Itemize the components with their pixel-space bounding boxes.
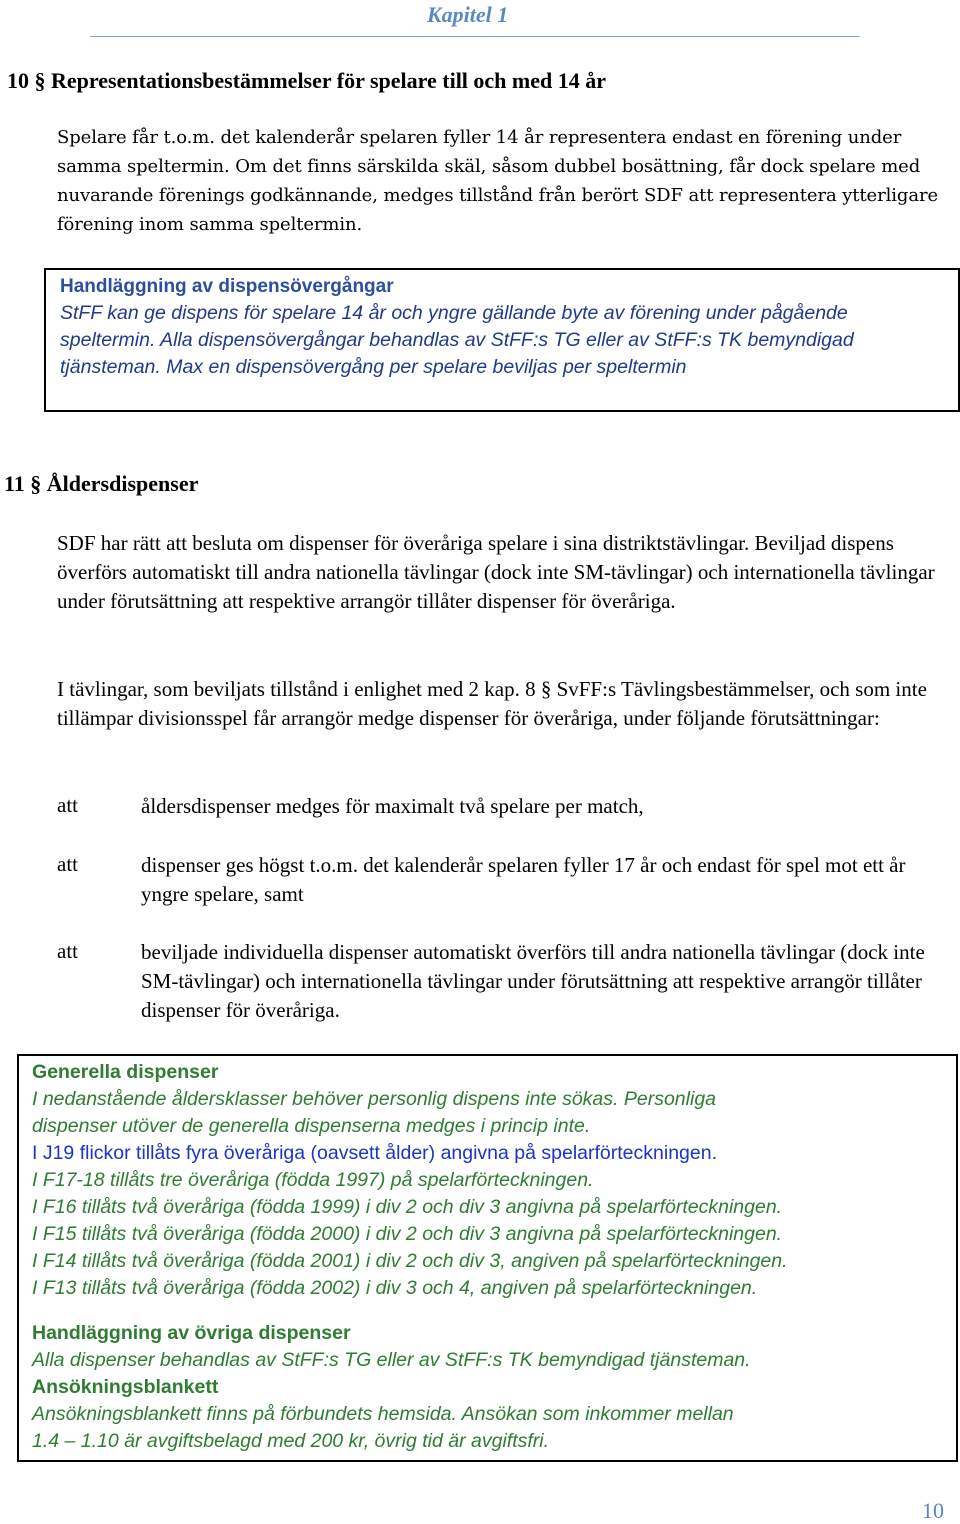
chapter-label: Kapitel 1 xyxy=(427,2,509,27)
list-item-marker: att xyxy=(57,852,78,876)
list-item-marker: att xyxy=(57,939,78,963)
form-text-2: 1.4 – 1.10 är avgiftsbelagd med 200 kr, övrig tid är avgiftsfri. xyxy=(32,1430,550,1452)
general-box-intro-1: I nedanstående åldersklasser behöver personlig dispens inte sökas. Personliga xyxy=(32,1088,717,1110)
section-10-paragraph: Spelare får t.o.m. det kalenderår spelaren fyller 14 år representera endast en förening under samma speltermin. Om det finns särskilda skäl, såsom dubbel bosättning, får dock spelare med nuvarande förenings godkännande, medges tillstånd från berört SDF att representera ytterligare förening inom samma speltermin. xyxy=(57,127,939,235)
rule-f17: I F17-18 tillåts tre överåriga (födda 1997) på spelarförteckningen. xyxy=(32,1169,594,1191)
page-number: 10 xyxy=(922,1498,944,1523)
section-10-heading: 10 § Representationsbestämmelser för spelare till och med 14 år xyxy=(7,68,607,93)
rule-f15: I F15 tillåts två överåriga (födda 2000) i div 2 och div 3 angivna på spelarförteckningen. xyxy=(32,1223,783,1245)
section-11-paragraph-1: SDF har rätt att besluta om dispenser för överåriga spelare i sina distriktstävlingar. Beviljad dispens överförs automatiskt till andra nationella tävlingar (dock inte SM-tävlingar) och internationella tävlingar under förutsättning att respektive arrangör tillåter dispenser för överåriga. xyxy=(57,531,935,613)
rule-f14: I F14 tillåts två överåriga (födda 2001) i div 2 och div 3, angiven på spelarförteckningen. xyxy=(32,1250,788,1272)
general-dispens-box xyxy=(17,1054,958,1462)
section-11-paragraph-2: I tävlingar, som beviljats tillstånd i enlighet med 2 kap. 8 § SvFF:s Tävlingsbestämmelser, och som inte tillämpar divisionsspel får arrangör medge dispenser för överåriga, under följande förutsättningar: xyxy=(57,677,927,730)
section-11-heading: 11 § Åldersdispenser xyxy=(4,471,199,496)
rule-f16: I F16 tillåts två överåriga (födda 1999) i div 2 och div 3 angivna på spelarförteckningen. xyxy=(32,1196,783,1218)
other-dispens-title: Handläggning av övriga dispenser xyxy=(32,1322,351,1344)
form-text-1: Ansökningsblankett finns på förbundets hemsida. Ansökan som inkommer mellan xyxy=(32,1403,734,1425)
dispens-box xyxy=(44,268,960,412)
dispens-box-title: Handläggning av dispensövergångar xyxy=(60,276,394,297)
form-title: Ansökningsblankett xyxy=(32,1376,219,1398)
list-item: beviljade individuella dispenser automatiskt överförs till andra nationella tävlingar (dock inte SM-tävlingar) och internationella tävlingar under förutsättning att respektive arrangör tillåter dispenser för överåriga. xyxy=(141,940,925,1022)
list-item-marker: att xyxy=(57,793,78,817)
list-item: åldersdispenser medges för maximalt två spelare per match, xyxy=(141,794,644,818)
rule-j19: I J19 flickor tillåts fyra överåriga (oavsett ålder) angivna på spelarförteckningen. xyxy=(32,1142,718,1164)
list-item: dispenser ges högst t.o.m. det kalenderår spelaren fyller 17 år och endast för spel mot ett år yngre spelare, samt xyxy=(141,853,906,906)
general-box-title: Generella dispenser xyxy=(32,1061,219,1083)
general-box-intro-2: dispenser utöver de generella dispenserna medges i princip inte. xyxy=(32,1115,591,1137)
other-dispens-text: Alla dispenser behandlas av StFF:s TG eller av StFF:s TK bemyndigad tjänsteman. xyxy=(32,1349,751,1371)
dispens-box-text: StFF kan ge dispens för spelare 14 år och yngre gällande byte av förening under pågående speltermin. Alla dispensövergångar behandlas av StFF:s TG eller av StFF:s TK bemyndigad tjänsteman. Max en dispensövergång per spelare beviljas per speltermin xyxy=(60,302,854,378)
header-rule xyxy=(90,36,860,37)
rule-f13: I F13 tillåts två överåriga (födda 2002) i div 3 och 4, angiven på spelarförteckningen. xyxy=(32,1277,758,1299)
